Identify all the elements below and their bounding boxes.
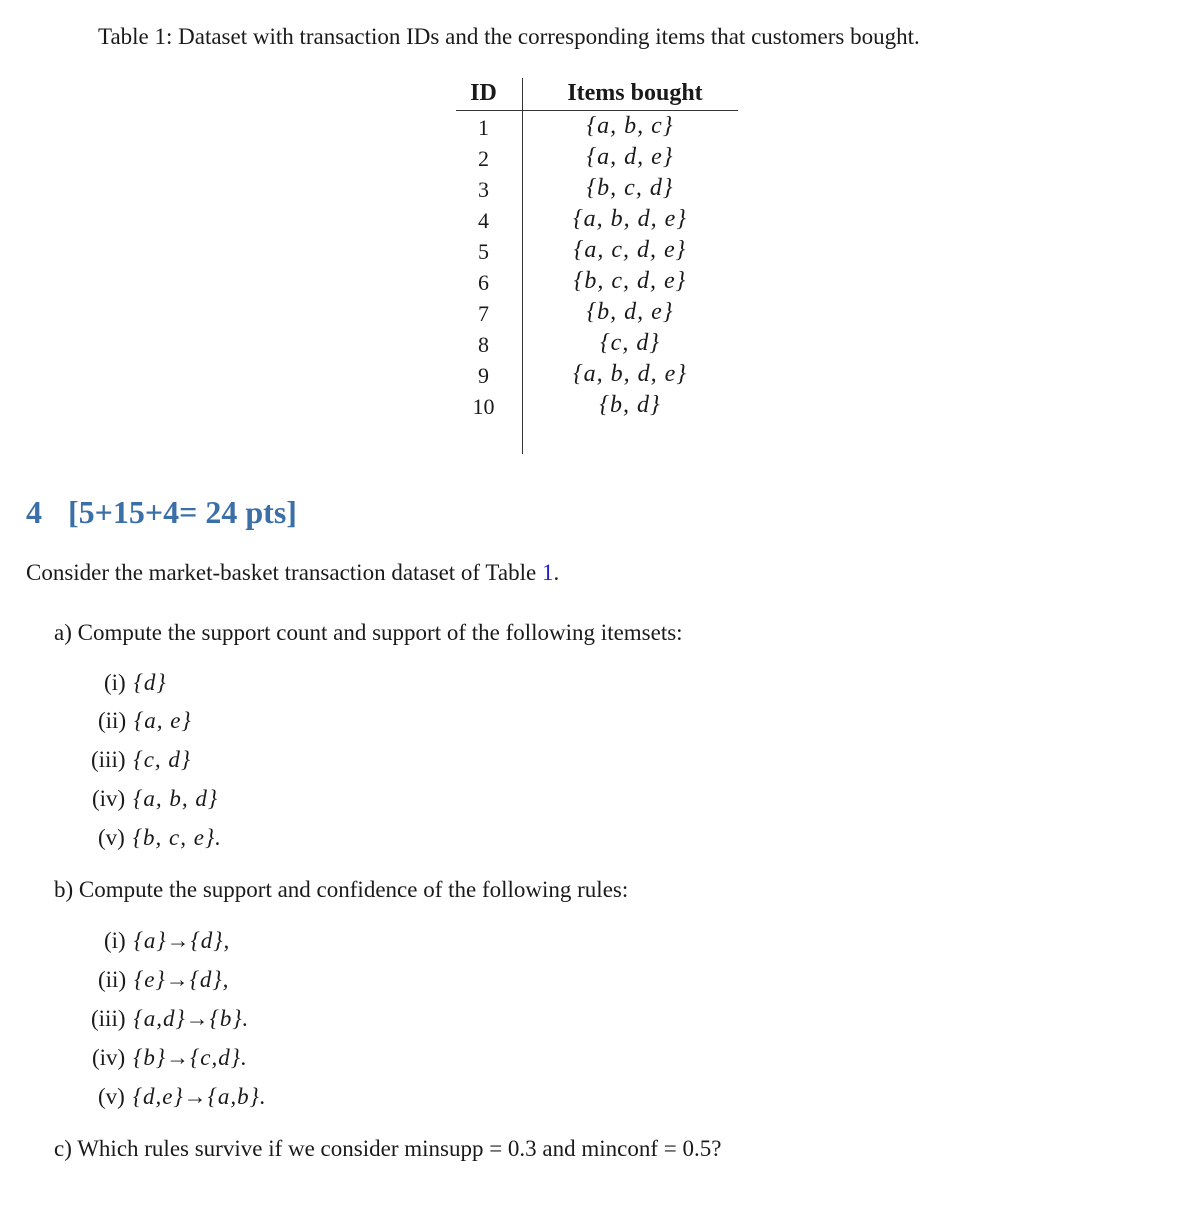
- table-row: [456, 392, 738, 423]
- subitem-expr: {b}→{c,d}.: [133, 1045, 248, 1070]
- intro-text: Consider the market-basket transaction dataset of Table: [26, 560, 537, 585]
- part-text: Compute the support and confidence of the following rules:: [78, 877, 629, 902]
- row-id: 1: [478, 115, 489, 140]
- row-id: 9: [478, 363, 489, 388]
- table-caption: Table 1: Dataset with transaction IDs and the corresponding items that customers bought.: [98, 24, 920, 49]
- table-row: [456, 113, 738, 144]
- subitem-expr: {a, e}: [134, 708, 192, 733]
- row-id: 10: [472, 394, 495, 419]
- table-row: [456, 144, 738, 175]
- transactions-table: [456, 76, 738, 454]
- subitem-expr: {a,d}→{b}.: [133, 1006, 250, 1031]
- subitem-label: (iv): [92, 786, 126, 811]
- subitem: [98, 825, 222, 851]
- subitem: [91, 1006, 249, 1032]
- subitem-label: (i): [104, 928, 126, 953]
- subitem-label: (iii): [91, 747, 126, 772]
- part-label: b): [54, 877, 74, 902]
- subitem-expr: {a}→{d},: [133, 928, 231, 953]
- row-id: 7: [478, 301, 489, 326]
- row-items: {a, b, c}: [586, 113, 674, 139]
- section-number: 4: [26, 494, 42, 530]
- row-id: 3: [478, 177, 489, 202]
- subitem: [98, 708, 192, 734]
- row-items: {a, d, e}: [586, 144, 674, 170]
- row-id: 6: [478, 270, 489, 295]
- section-title: [5+15+4= 24 pts]: [68, 494, 297, 530]
- row-items: {a, b, d, e}: [573, 206, 687, 232]
- table-row: [456, 330, 738, 361]
- subitem-expr: {d}: [133, 670, 167, 695]
- question-part-b: [54, 877, 628, 903]
- subitem: [104, 928, 230, 954]
- subitem-label: (v): [98, 1084, 125, 1109]
- table-header-rule: [456, 110, 738, 111]
- table-header-id: ID: [470, 80, 497, 106]
- subitem: [92, 786, 218, 812]
- subitem-label: (ii): [98, 708, 127, 733]
- subitem-label: (v): [98, 825, 125, 850]
- part-text: Which rules survive if we consider minsupp = 0.3 and minconf = 0.5?: [77, 1136, 722, 1161]
- row-items: {a, b, d, e}: [573, 361, 687, 387]
- part-text: Compute the support count and support of the following itemsets:: [77, 620, 683, 645]
- row-items: {b, c, d, e}: [573, 268, 687, 294]
- question-part-a: [54, 620, 683, 646]
- subitem-label: (iii): [91, 1006, 126, 1031]
- row-id: 8: [478, 332, 489, 357]
- intro-paragraph: [26, 560, 559, 586]
- table-reference-link[interactable]: 1: [541, 560, 554, 585]
- subitem-label: (iv): [92, 1045, 126, 1070]
- row-items: {c, d}: [600, 330, 660, 356]
- intro-end: .: [553, 560, 560, 585]
- subitem-label: (ii): [98, 967, 127, 992]
- subitem: [104, 670, 167, 696]
- subitem-expr: {a, b, d}: [133, 786, 219, 811]
- table-row: [456, 237, 738, 268]
- subitem: [92, 1045, 248, 1071]
- table-row: [456, 268, 738, 299]
- subitem-expr: {d,e}→{a,b}.: [132, 1084, 267, 1109]
- subitem-label: (i): [104, 670, 126, 695]
- table-row: [456, 361, 738, 392]
- subitem: [98, 1084, 267, 1110]
- part-label: c): [54, 1136, 72, 1161]
- row-id: 4: [478, 208, 489, 233]
- table-row: [456, 299, 738, 330]
- row-items: {a, c, d, e}: [573, 237, 687, 263]
- table-header-items: Items bought: [567, 80, 703, 106]
- part-label: a): [54, 620, 72, 645]
- row-id: 2: [478, 146, 489, 171]
- subitem-expr: {b, c, e}.: [132, 825, 222, 850]
- table-row: [456, 206, 738, 237]
- row-items: {b, d, e}: [586, 299, 674, 325]
- subitem-expr: {c, d}: [133, 747, 192, 772]
- row-id: 5: [478, 239, 489, 264]
- row-items: {b, c, d}: [586, 175, 674, 201]
- table-row: [456, 175, 738, 206]
- subitem-expr: {e}→{d},: [134, 967, 230, 992]
- subitem: [91, 747, 191, 773]
- question-part-c: [54, 1136, 721, 1162]
- row-items: {b, d}: [599, 392, 661, 418]
- section-heading: [26, 494, 297, 531]
- subitem: [98, 967, 229, 993]
